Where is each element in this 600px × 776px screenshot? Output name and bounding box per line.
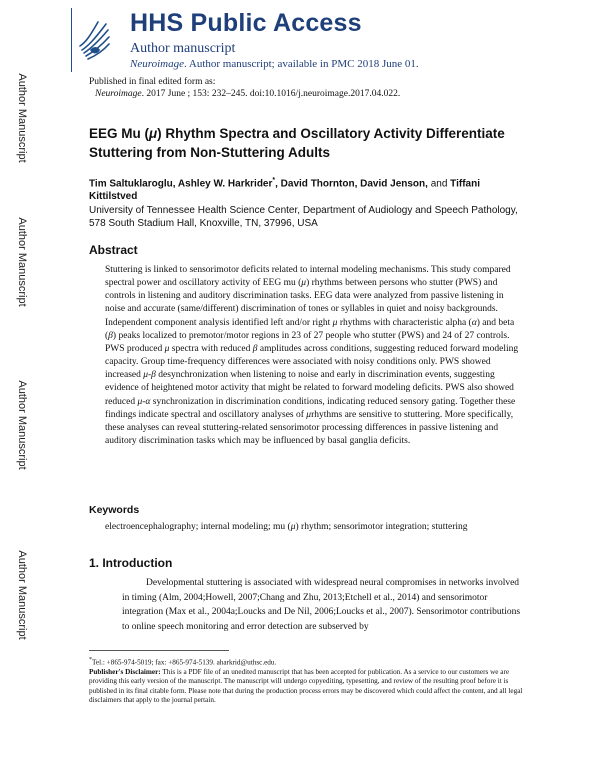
header-availability: . Author manuscript; available in PMC 2018 June 01. <box>183 58 419 70</box>
abs-s2: ) rhythms between persons who stutter (PWS) and controls in listening and auditory discrimination tasks. EEG data were analyzed from passive listening in noise and accurate (same/different) discrimination of tones or syllables in quiet and noisy backgrounds. Independent component analysis identified left and/or right <box>105 278 504 328</box>
abs-s8: desynchronization when listening to noise and early in discrimination events, suggesting evidence of heightened motor activity that might be related to forward modeling deficits. PWS also showed reduced <box>105 370 514 407</box>
intro-paragraph: Developmental stuttering is associated with widespread neural compromises in networks involved in timing (Alm, 2004;Howell, 2007;Chang and Zhu, 2013;Etchell et al., 2014) and sensorimotor integration (Max et al., 2004a;Loucks and De Nil, 2006;Loucks et al., 2007). Sensorimotor contributions to online speech monitoring and error detection are subserved by <box>122 578 521 632</box>
author-group-3: Tiffani Kittilstved <box>89 178 480 203</box>
header-divider <box>71 8 72 72</box>
intro-heading: 1. Introduction <box>89 556 173 570</box>
side-margin <box>0 0 44 776</box>
hhs-eagle-logo-icon <box>76 16 114 64</box>
side-label-1: Author Manuscript <box>16 73 28 163</box>
affiliation: University of Tennessee Health Science Center, Department of Audiology and Speech Pathology, 578 South Stadium Hall, Knoxville, TN, 37996, USA <box>89 205 518 229</box>
kw-mu: μ <box>290 522 296 532</box>
disclaimer-footnote <box>89 668 529 706</box>
author-group-1: Tim Saltuklaroglu, Ashley W. Harkrider <box>89 178 273 190</box>
side-label-3: Author Manuscript <box>16 380 28 470</box>
contact-text: Tel.: +865-974-5019; fax: +865-974-5139. aharkrid@uthsc.edu. <box>92 658 277 667</box>
disclaimer-text: This is a PDF file of an unedited manuscript that has been accepted for publication. As a service to our customers we are providing this early version of the manuscript. The manuscript will undergo copyediting, typesetting, and review of the resulting proof before it is published in its final citable form. Please note that during the production process errors may be discovered which could affect the content, and all legal disclaimers that apply to the journal pertain. <box>89 667 523 705</box>
abs-s1: Stuttering is linked to sensorimotor deficits related to internal modeling mechanisms. This study compared spectral power and oscillatory activity of EEG mu ( <box>105 265 511 289</box>
pub-citation: . 2017 June ; 153: 232–245. doi:10.1016/j.neuroimage.2017.04.022. <box>141 88 401 99</box>
header-journal: Neuroimage <box>130 58 184 70</box>
abs-alpha: α <box>471 317 477 328</box>
title-part-2: ) Rhythm Spectra and Oscillatory Activity Differentiate Stuttering from Non-Stuttering Adults <box>89 126 505 160</box>
abs-mu-2: μ <box>332 317 338 328</box>
abs-s10: rhythms are sensitive to stuttering. More specifically, these analyses can reveal stuttering-related sensorimotor processing differences in passive listening and auditory discrimination tasks which may be influenced by basal ganglia deficits. <box>105 409 514 447</box>
abs-s9: synchronization in discrimination conditions, indicating reduced sensory gating. Together these findings indicate spectral and oscillatory analyses of <box>105 396 516 420</box>
keywords-list <box>105 522 525 532</box>
footnote-rule <box>89 650 229 651</box>
kw-part-2: ) rhythm; sensorimotor integration; stuttering <box>295 522 468 532</box>
author-manuscript-label: Author manuscript <box>130 41 236 56</box>
abs-mu-alpha: μ-α <box>137 396 151 407</box>
corresponding-mark: * <box>272 177 276 184</box>
abs-s4: ) and beta ( <box>105 317 515 341</box>
abs-beta-1: β <box>108 330 113 341</box>
keywords-heading: Keywords <box>89 504 140 516</box>
article-title <box>89 124 529 162</box>
abs-beta-2: β <box>252 343 258 354</box>
author-list <box>89 174 529 203</box>
abs-mu-beta: μ-β <box>143 370 156 381</box>
abs-s6: spectra with reduced <box>169 343 253 354</box>
author-group-2: , David Thornton, David Jenson, <box>275 178 431 190</box>
abs-s7: amplitudes across conditions, suggesting reduced forward modeling capacity. Group time-frequency differences were associated with noisy conditions only. PWS showed increased <box>105 343 519 381</box>
abs-mu-3: μ <box>164 343 170 354</box>
contact-mark: * <box>89 657 92 663</box>
title-mu: μ <box>149 126 158 141</box>
author-and: and <box>430 178 451 190</box>
side-label-2: Author Manuscript <box>16 217 28 307</box>
abs-mu-1: μ <box>301 278 307 289</box>
disclaimer-label: Publisher's Disclaimer: <box>89 667 161 676</box>
abs-s3: rhythms with characteristic alpha ( <box>337 317 472 328</box>
abstract-heading: Abstract <box>89 243 138 257</box>
footnotes <box>89 656 529 705</box>
publication-info <box>89 77 400 100</box>
title-part-1: EEG Mu ( <box>89 126 149 141</box>
pub-citation-line <box>89 89 400 101</box>
abs-mu-4: μ <box>306 409 312 420</box>
pub-journal: Neuroimage <box>95 88 142 99</box>
contact-footnote <box>89 656 529 668</box>
abstract-body <box>105 264 523 448</box>
abs-s5: ) peaks localized to premotor/motor regions in 23 of 27 people who stutter (PWS) and 24 of 27 controls. PWS produced <box>105 330 510 354</box>
side-label-4: Author Manuscript <box>16 550 28 640</box>
pub-line1: Published in final edited form as: <box>89 77 216 87</box>
availability-line <box>130 58 419 70</box>
hhs-public-access-title: HHS Public Access <box>130 9 362 37</box>
kw-part-1: electroencephalography; internal modeling; mu ( <box>105 522 291 532</box>
